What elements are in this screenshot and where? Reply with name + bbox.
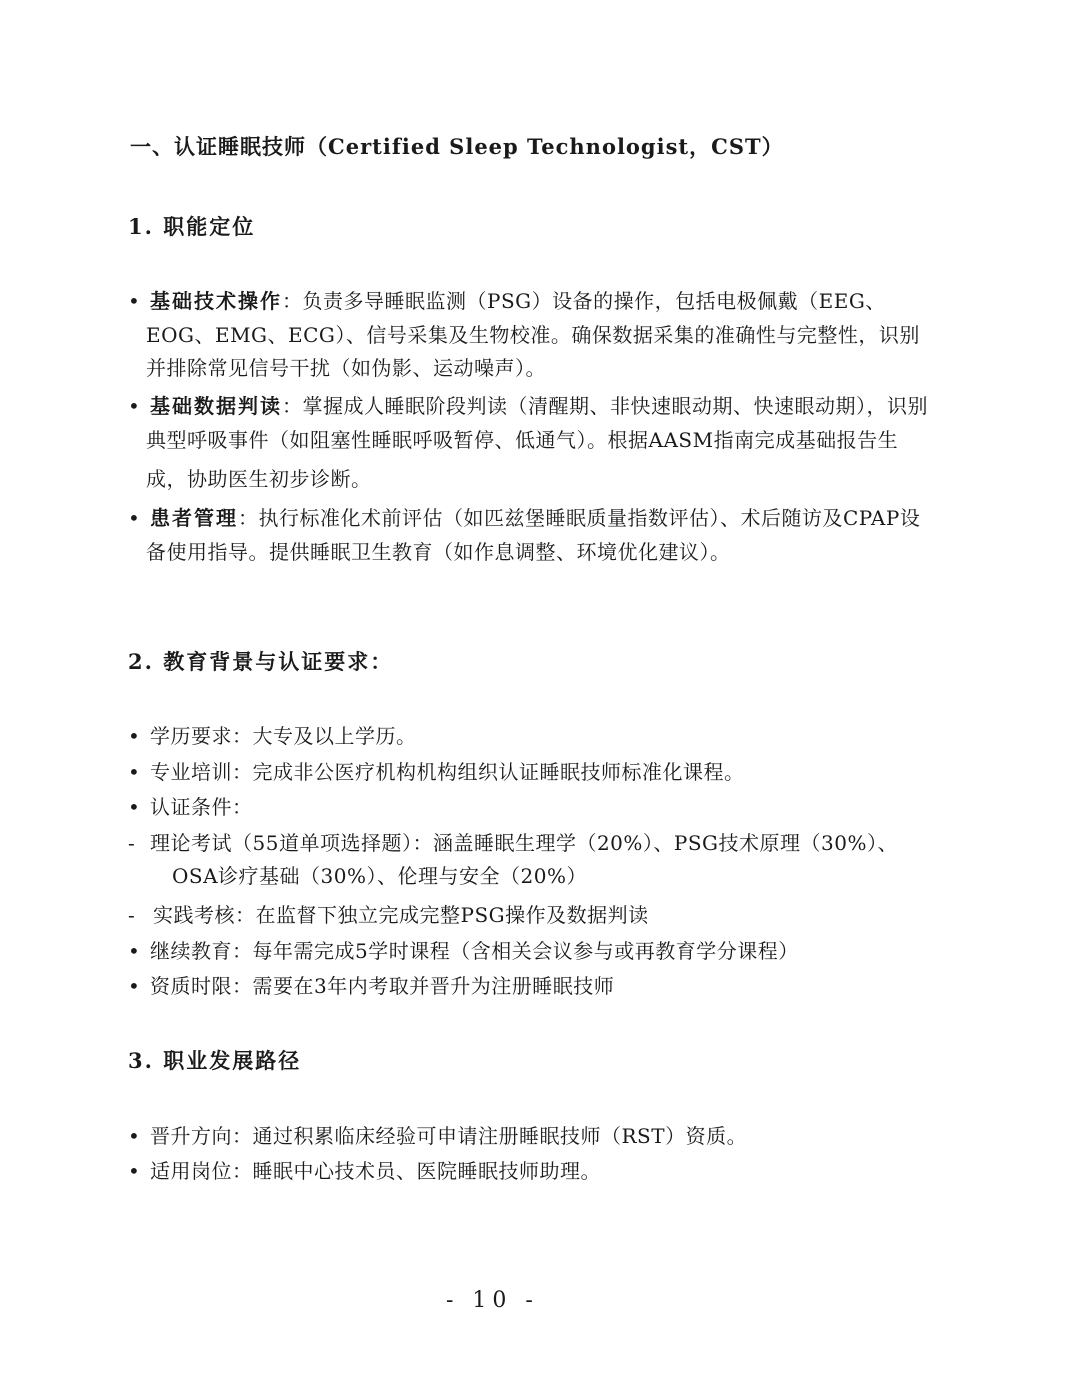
item-text-line: 掌握成人睡眠阶段判读（清醒期、非快速眼动期、快速眼动期），识别 <box>302 394 928 418</box>
sub-item-line: 理论考试（55道单项选择题）：涵盖睡眠生理学（20%）、PSG技术原理（30%）、 <box>150 831 898 855</box>
bullet-icon: • <box>128 974 140 998</box>
list-item: 资质时限：需要在3年内考取并晋升为注册睡眠技师 <box>150 974 615 998</box>
list-item: 专业培训：完成非公医疗机构机构组织认证睡眠技师标准化课程。 <box>150 760 745 784</box>
section-heading-1: 1. 职能定位 <box>128 214 256 239</box>
list-item: 基础数据判读：掌握成人睡眠阶段判读（清醒期、非快速眼动期、快速眼动期），识别 <box>150 394 928 418</box>
list-item: 学历要求：大专及以上学历。 <box>150 724 417 748</box>
bullet-icon: • <box>128 1159 140 1183</box>
document-title: 一、认证睡眠技师（Certified Sleep Technologist，CST） <box>130 134 784 159</box>
list-item: 认证条件： <box>150 795 253 819</box>
item-text-line: 并排除常见信号干扰（如伪影、运动噪声）。 <box>146 356 546 380</box>
item-text-line: 成，协助医生初步诊断。 <box>146 467 372 491</box>
list-item: 适用岗位：睡眠中心技术员、医院睡眠技师助理。 <box>150 1159 601 1183</box>
bullet-icon: • <box>128 1124 140 1148</box>
list-item: 基础技术操作：负责多导睡眠监测（PSG）设备的操作，包括电极佩戴（EEG、 <box>150 289 886 313</box>
bullet-icon: • <box>128 289 140 313</box>
sub-item-line: 实践考核：在监督下独立完成完整PSG操作及数据判读 <box>153 903 649 927</box>
section-heading-2: 2. 教育背景与认证要求： <box>128 649 394 674</box>
bullet-icon: • <box>128 795 140 819</box>
dash-marker: - <box>128 903 135 927</box>
item-label: 患者管理 <box>150 506 238 530</box>
item-label: 基础数据判读 <box>150 394 282 418</box>
bullet-icon: • <box>128 724 140 748</box>
item-text-line: 执行标准化术前评估（如匹兹堡睡眠质量指数评估）、术后随访及CPAP设 <box>258 506 921 530</box>
sub-item-line: OSA诊疗基础（30%）、伦理与安全（20%） <box>172 864 587 888</box>
item-label: 基础技术操作 <box>150 289 282 313</box>
page-number: - 10 - <box>446 1288 539 1313</box>
bullet-icon: • <box>128 394 140 418</box>
item-text-line: EOG、EMG、ECG）、信号采集及生物校准。确保数据采集的准确性与完整性，识别 <box>146 323 920 347</box>
bullet-icon: • <box>128 939 140 963</box>
bullet-icon: • <box>128 506 140 530</box>
list-item: 晋升方向：通过积累临床经验可申请注册睡眠技师（RST）资质。 <box>150 1124 748 1148</box>
item-text-line: 备使用指导。提供睡眠卫生教育（如作息调整、环境优化建议）。 <box>146 540 731 564</box>
list-item: 患者管理：执行标准化术前评估（如匹兹堡睡眠质量指数评估）、术后随访及CPAP设 <box>150 506 921 530</box>
list-item: 继续教育：每年需完成5学时课程（含相关会议参与或再教育学分课程） <box>150 939 799 963</box>
section-heading-3: 3. 职业发展路径 <box>128 1048 302 1073</box>
dash-marker: - <box>128 831 135 855</box>
bullet-icon: • <box>128 760 140 784</box>
item-text-line: 负责多导睡眠监测（PSG）设备的操作，包括电极佩戴（EEG、 <box>302 289 886 313</box>
item-text-line: 典型呼吸事件（如阻塞性睡眠呼吸暂停、低通气）。根据AASM指南完成基础报告生 <box>146 428 899 452</box>
